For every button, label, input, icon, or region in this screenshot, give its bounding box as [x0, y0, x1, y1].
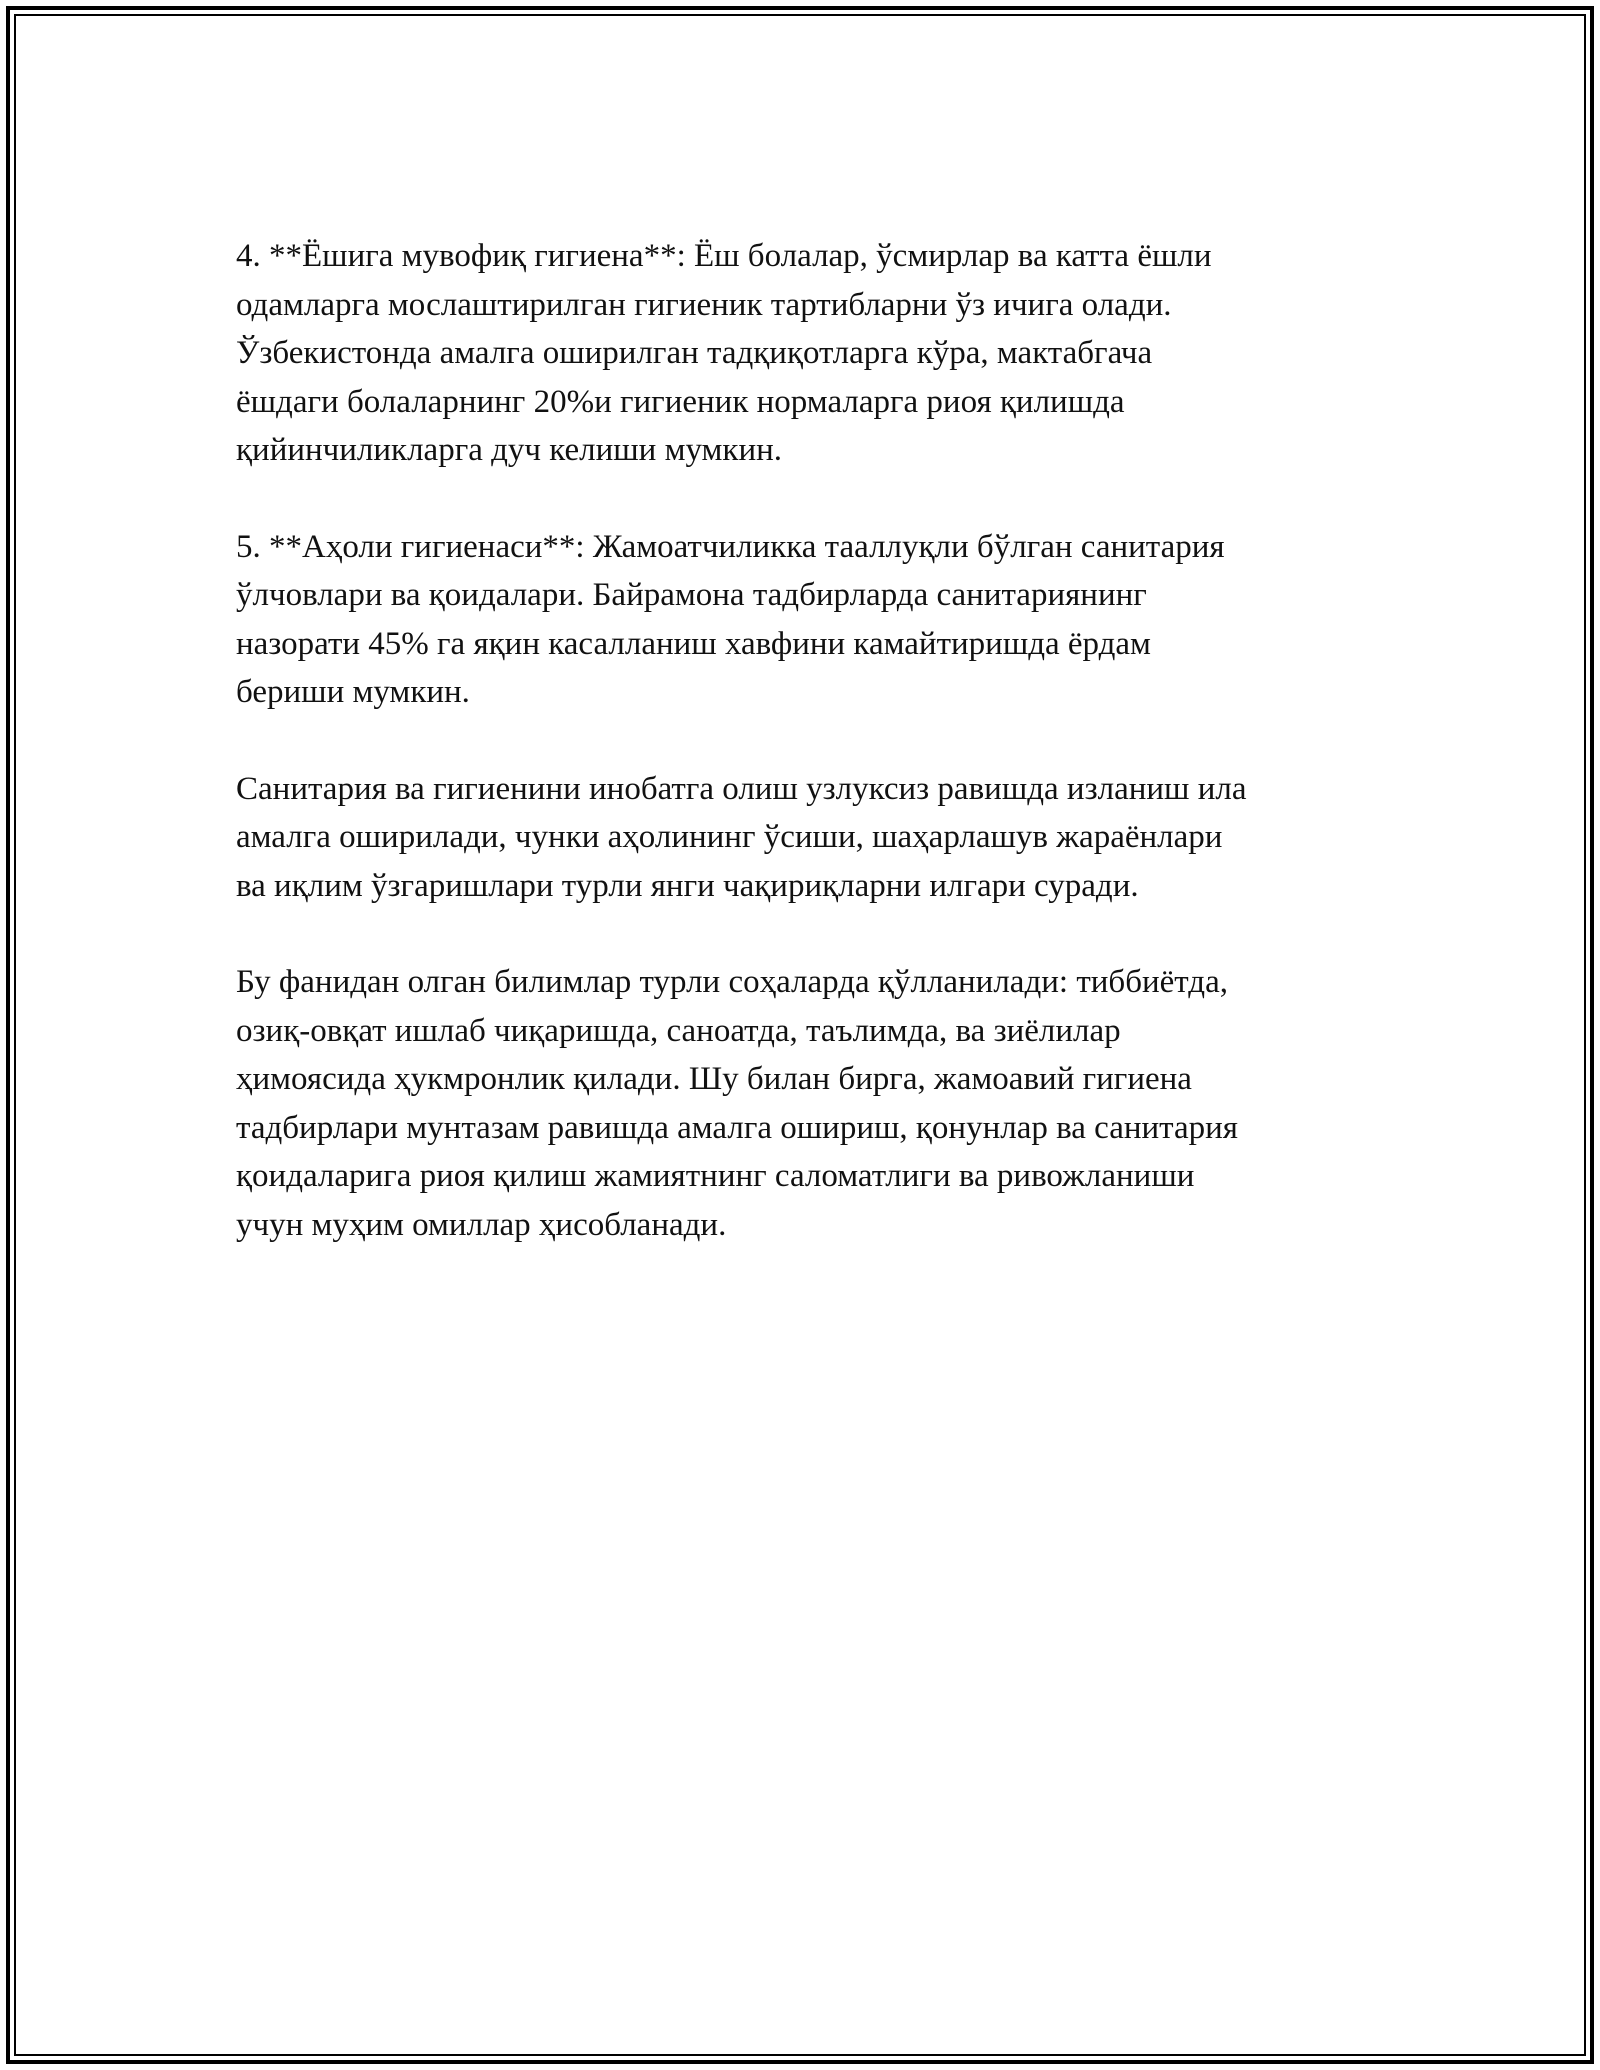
paragraph-age-hygiene — [236, 232, 1416, 475]
text-line: Санитария ва гигиенини инобатга олиш узлуксиз равишда изланиш ила — [236, 770, 1247, 807]
paragraph-applications — [236, 958, 1416, 1249]
text-line: ҳимоясида ҳукмронлик қилади. Шу билан бирга, жамоавий гигиена — [236, 1061, 1192, 1097]
text-line: 5. **Аҳоли гигиенаси**: Жамоатчиликка тааллуқли бўлган санитария — [236, 528, 1225, 565]
paragraph-public-hygiene — [236, 523, 1416, 717]
text-line: 4. **Ёшига мувофиқ гигиена**: Ёш болалар, ўсмирлар ва катта ёшли — [236, 238, 1212, 274]
text-line: одамларга мослаштирилган гигиеник тартибларни ўз ичига олади. — [236, 286, 1172, 323]
text-line: амалга оширилади, чунки аҳолининг ўсиши, шаҳарлашув жараёнлари — [236, 819, 1223, 855]
text-line: озиқ-овқат ишлаб чиқаришда, саноатда, таълимда, ва зиёлилар — [236, 1012, 1121, 1049]
text-line: ва иқлим ўзгаришлари турли янги чақириқларни илгари суради. — [236, 867, 1139, 904]
text-line: ўлчовлари ва қоидалари. Байрамона тадбирларда санитариянинг — [236, 577, 1147, 613]
text-line: учун муҳим омиллар ҳисобланади. — [236, 1206, 727, 1243]
text-line: ёшдаги болаларнинг 20%и гигиеник нормаларга риоя қилишда — [236, 383, 1125, 420]
document-body — [236, 232, 1416, 1297]
text-line: бериши мумкин. — [236, 674, 470, 710]
paragraph-research — [236, 765, 1416, 911]
text-line: назорати 45% га яқин касалланиш хавфини камайтиришда ёрдам — [236, 625, 1151, 662]
text-line: қоидаларига риоя қилиш жамиятнинг саломатлиги ва ривожланиши — [236, 1158, 1195, 1194]
text-line: Ўзбекистонда амалга оширилган тадқиқотларга кўра, мактабгача — [236, 335, 1153, 371]
text-line: қийинчиликларга дуч келиши мумкин. — [236, 432, 783, 468]
text-line: Бу фанидан олган билимлар турли соҳаларда қўлланилади: тиббиётда, — [236, 964, 1228, 1000]
text-line: тадбирлари мунтазам равишда амалга ошириш, қонунлар ва санитария — [236, 1109, 1238, 1146]
